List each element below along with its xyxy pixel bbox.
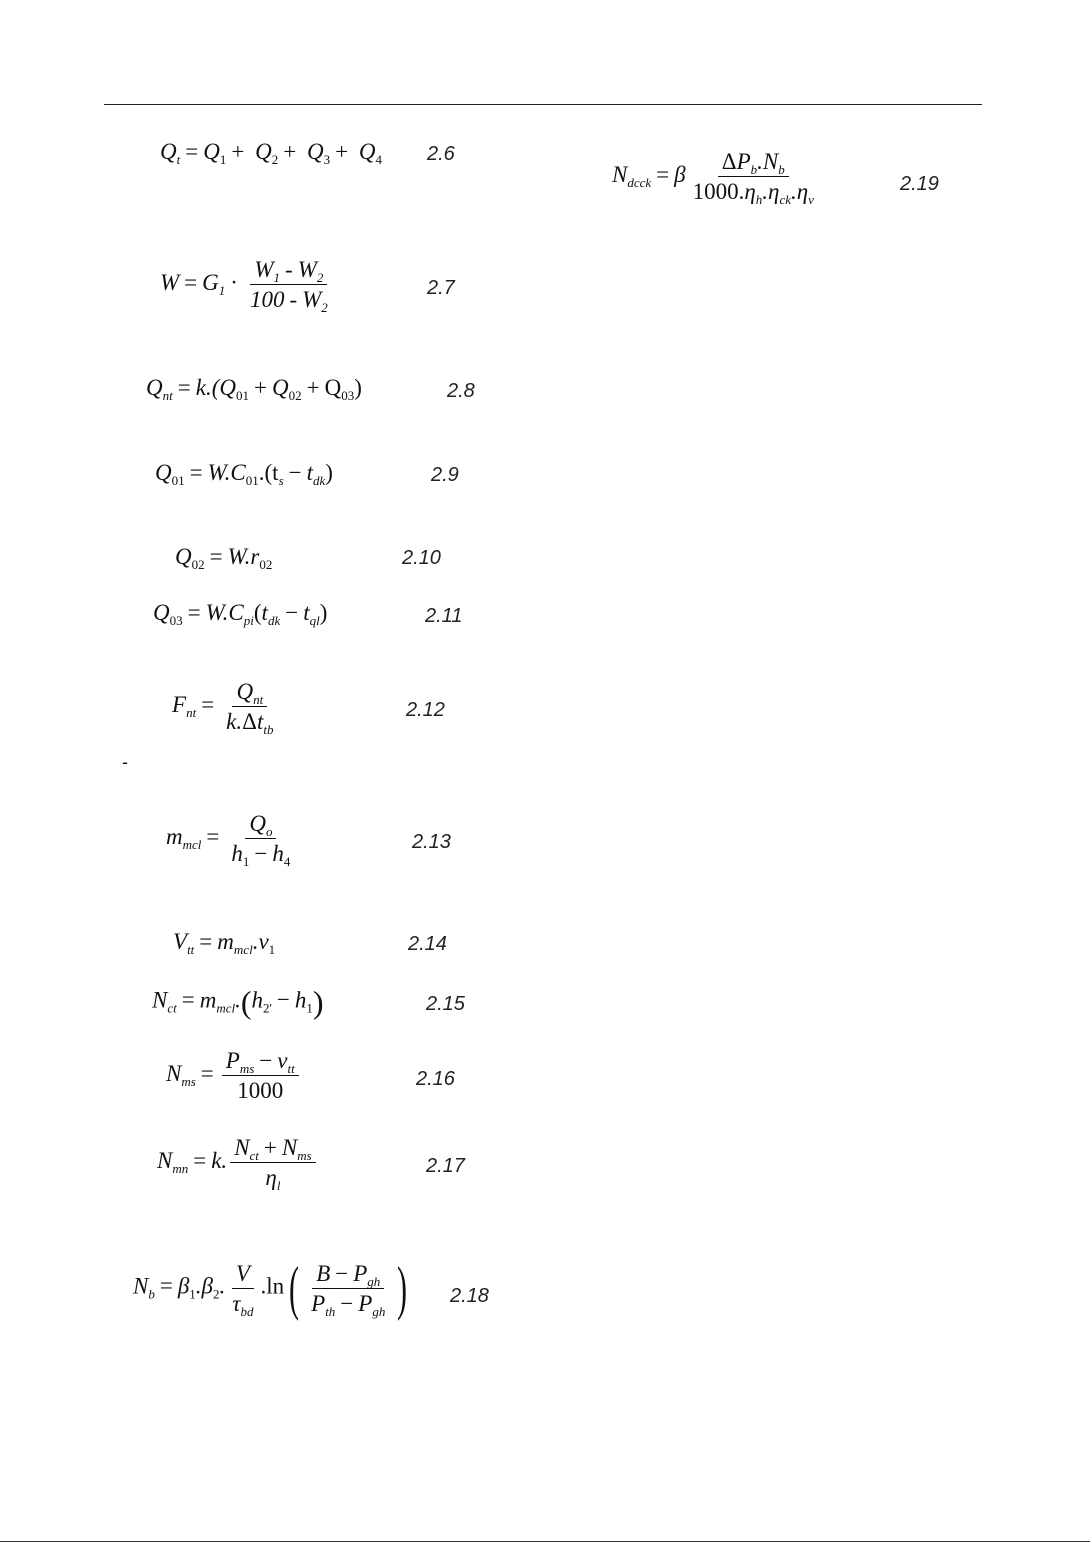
equation-number: 2.6: [427, 143, 455, 165]
equation-number: 2.11: [425, 605, 463, 627]
equation-2-16: $N_{ms}$ = $\frac{P_{ms} - v_{tt}}{1000}$: [166, 1049, 302, 1102]
equation-number: 2.12: [406, 699, 445, 721]
equation-2-7: $W = G_1$ · $\frac{W_1 - W_2}{100 - W_2}$: [160, 257, 328, 315]
equation-number: 2.10: [402, 547, 441, 569]
equation-2-17: $N_{mn} = k$. $\frac{N_{ct} + N_{ms}}{\eta_l}$: [157, 1136, 319, 1189]
equation-number: 2.7: [427, 277, 455, 299]
equation-2-14: $V_{tt} = m_{mcl}.v_1$: [173, 929, 276, 957]
equation-2-6: $Q_t = Q_1 + Q_2 + Q_3 + Q_4$: [160, 139, 382, 167]
equation-number: 2.9: [431, 464, 459, 486]
stray-mark: -: [122, 752, 128, 772]
equation-2-8: $Q_{nt} = k.(Q_{01} + Q_{02} + Q_{03})$: [146, 375, 362, 403]
equation-2-15: $N_{ct} = m_{mcl}.(h_{2'} - h_1)$: [152, 984, 324, 1020]
equation-number: 2.8: [447, 380, 475, 402]
equation-2-19: $N_{dcck} = \beta$ $\frac{\Delta P_b.N_b}{1000.\eta_h.\eta_{ck}.\eta_v}$: [612, 149, 814, 207]
equation-number: 2.17: [426, 1155, 465, 1177]
equation-2-11: $Q_{03} = W.C_{pi}(t_{dk} - t_{ql})$: [153, 600, 328, 628]
header-rule: [104, 104, 982, 105]
footer-rule: [0, 1541, 1090, 1542]
equation-2-12: $F_{nt}$ = $\frac{Q_{nt}}{k.\Delta t_{tb}}$: [172, 679, 274, 737]
equation-number: 2.18: [450, 1285, 489, 1307]
equation-number: 2.13: [412, 831, 451, 853]
equation-2-13: $m_{mcl}$ = $\frac{Q_o}{h_1 - h_4}$: [166, 811, 291, 869]
equation-number: 2.19: [900, 173, 939, 195]
equation-number: 2.15: [426, 993, 465, 1015]
equation-number: 2.14: [408, 933, 447, 955]
equation-2-18: $N_b = \beta_1.\beta_2$. $\frac{V}{\tau_{bd}}$ .ln( $\frac{B - P_{gh}}{P_{th} - P_{gh}}$ ): [133, 1255, 408, 1321]
equation-2-10: $Q_{02} = W.r_{02}$: [175, 544, 273, 572]
equation-number: 2.16: [416, 1068, 455, 1090]
equation-2-9: $Q_{01} = W.C_{01}.(t_s - t_{dk})$: [155, 460, 333, 488]
